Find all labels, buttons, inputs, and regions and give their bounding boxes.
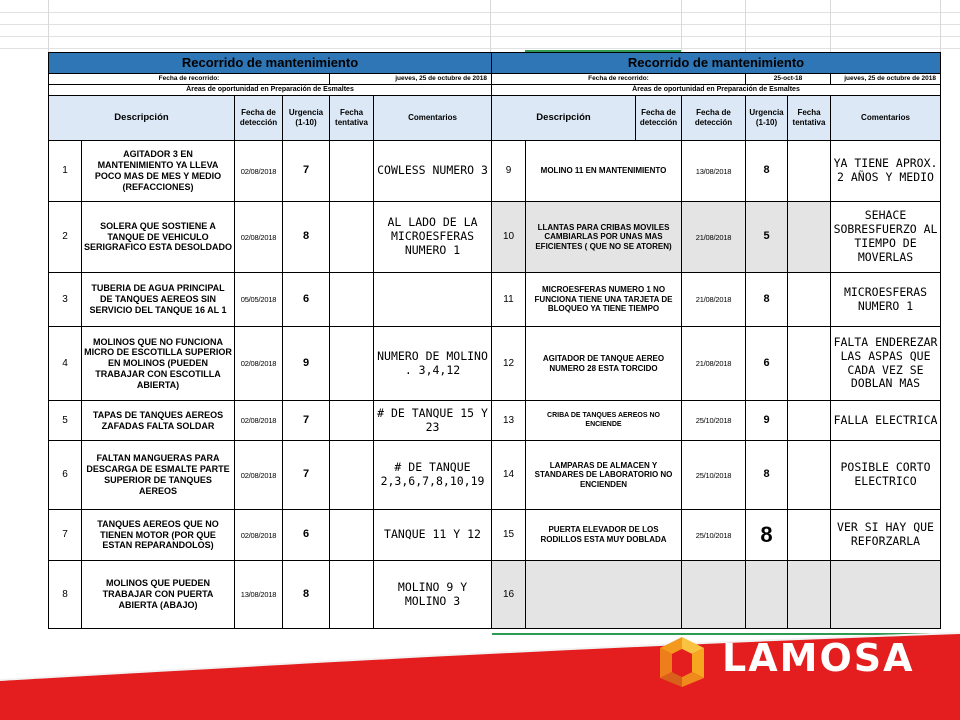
row-number: 14 bbox=[492, 441, 526, 510]
left-areas-title: Áreas de oportunidad en Preparación de Esmaltes bbox=[49, 85, 492, 96]
row-fecha: 25/10/2018 bbox=[682, 401, 746, 441]
brand-name: LAMOSA bbox=[722, 636, 915, 680]
table-row bbox=[492, 273, 941, 327]
row-urgencia: 8 bbox=[746, 441, 788, 510]
header-descripcion: Descripción bbox=[49, 96, 235, 141]
grid-line bbox=[0, 48, 960, 49]
row-number: 9 bbox=[492, 141, 526, 202]
row-description: AGITADOR 3 EN MANTENIMIENTO YA LLEVA POCO MAS DE MES Y MEDIO (REFACCIONES) bbox=[82, 141, 235, 202]
row-urgencia: 8 bbox=[283, 561, 330, 629]
right-areas-title: Áreas de oportunidad en Preparación de Esmaltes bbox=[492, 85, 941, 96]
row-description: MOLINOS QUE NO FUNCIONA MICRO DE ESCOTILLA SUPERIOR EN MOLINOS (PUEDEN TRABAJAR CON ESCOTILLA ABIERTA) bbox=[82, 327, 235, 401]
table-row bbox=[49, 273, 492, 327]
row-fecha: 13/08/2018 bbox=[235, 561, 283, 629]
table-row bbox=[492, 327, 941, 401]
row-fecha: 02/08/2018 bbox=[235, 510, 283, 561]
right-fecha-value: jueves, 25 de octubre de 2018 bbox=[831, 74, 941, 85]
row-fecha: 02/08/2018 bbox=[235, 401, 283, 441]
row-description: TUBERIA DE AGUA PRINCIPAL DE TANQUES AEREOS SIN SERVICIO DEL TANQUE 16 AL 1 bbox=[82, 273, 235, 327]
row-tentativa bbox=[330, 202, 374, 273]
row-comentario: COWLESS NUMERO 3 bbox=[374, 141, 492, 202]
right-fecha-label: Fecha de recorrido: bbox=[492, 74, 746, 85]
row-urgencia: 9 bbox=[283, 327, 330, 401]
right-maintenance-table bbox=[491, 52, 941, 629]
row-number: 12 bbox=[492, 327, 526, 401]
row-comentario: VER SI HAY QUE REFORZARLA bbox=[831, 510, 941, 561]
table-row bbox=[492, 561, 941, 629]
header-fecha-deteccion: Fecha de detección bbox=[235, 96, 283, 141]
row-urgencia: 8 bbox=[746, 141, 788, 202]
row-tentativa bbox=[330, 510, 374, 561]
row-description: MICROESFERAS NUMERO 1 NO FUNCIONA TIENE UNA TARJETA DE BLOQUEO YA TIENE TIEMPO bbox=[526, 273, 682, 327]
row-fecha: 21/08/2018 bbox=[682, 327, 746, 401]
row-description: CRIBA DE TANQUES AEREOS NO ENCIENDE bbox=[526, 401, 682, 441]
row-fecha: 02/08/2018 bbox=[235, 441, 283, 510]
row-tentativa bbox=[788, 401, 831, 441]
row-comentario: NUMERO DE MOLINO . 3,4,12 bbox=[374, 327, 492, 401]
row-fecha: 02/08/2018 bbox=[235, 141, 283, 202]
row-comentario bbox=[831, 561, 941, 629]
row-fecha: 05/05/2018 bbox=[235, 273, 283, 327]
left-table-title: Recorrido de mantenimiento bbox=[49, 53, 492, 74]
row-description: AGITADOR DE TANQUE AEREO NUMERO 28 ESTA TORCIDO bbox=[526, 327, 682, 401]
grid-line bbox=[48, 0, 49, 52]
row-tentativa bbox=[788, 141, 831, 202]
row-urgencia: 6 bbox=[746, 327, 788, 401]
row-comentario: MICROESFERAS NUMERO 1 bbox=[831, 273, 941, 327]
row-number: 15 bbox=[492, 510, 526, 561]
table-row bbox=[492, 202, 941, 273]
row-comentario: SEHACE SOBRESFUERZO AL TIEMPO DE MOVERLAS bbox=[831, 202, 941, 273]
grid-line bbox=[830, 0, 831, 52]
row-description: TANQUES AEREOS QUE NO TIENEN MOTOR (POR QUE ESTAN REPARANDOLOS) bbox=[82, 510, 235, 561]
row-comentario: FALLA ELECTRICA bbox=[831, 401, 941, 441]
row-number: 10 bbox=[492, 202, 526, 273]
row-comentario: # DE TANQUE 15 Y 23 bbox=[374, 401, 492, 441]
grid-line bbox=[0, 24, 960, 25]
row-number: 4 bbox=[49, 327, 82, 401]
left-fecha-label: Fecha de recorrido: bbox=[49, 74, 330, 85]
table-row bbox=[492, 401, 941, 441]
lamosa-logo-icon bbox=[654, 634, 710, 690]
grid-line bbox=[940, 0, 941, 52]
table-row bbox=[49, 327, 492, 401]
header-comentarios: Comentarios bbox=[374, 96, 492, 141]
row-urgencia: 6 bbox=[283, 273, 330, 327]
left-maintenance-table bbox=[48, 52, 492, 629]
row-urgencia: 7 bbox=[283, 141, 330, 202]
row-fecha: 02/08/2018 bbox=[235, 327, 283, 401]
table-row bbox=[492, 441, 941, 510]
row-description: MOLINO 11 EN MANTENIMIENTO bbox=[526, 141, 682, 202]
row-urgencia: 6 bbox=[283, 510, 330, 561]
row-description: MOLINOS QUE PUEDEN TRABAJAR CON PUERTA ABIERTA (ABAJO) bbox=[82, 561, 235, 629]
row-fecha: 25/10/2018 bbox=[682, 510, 746, 561]
right-fecha-short: 25-oct-18 bbox=[746, 74, 831, 85]
table-row bbox=[49, 510, 492, 561]
header-fecha-tentativa: Fecha tentativa bbox=[788, 96, 831, 141]
row-tentativa bbox=[788, 202, 831, 273]
row-fecha: 25/10/2018 bbox=[682, 441, 746, 510]
row-number: 7 bbox=[49, 510, 82, 561]
grid-line bbox=[681, 0, 682, 52]
row-comentario: # DE TANQUE 2,3,6,7,8,10,19 bbox=[374, 441, 492, 510]
row-fecha: 13/08/2018 bbox=[682, 141, 746, 202]
table-row bbox=[49, 141, 492, 202]
table-row bbox=[49, 561, 492, 629]
grid-line bbox=[0, 12, 960, 13]
row-number: 1 bbox=[49, 141, 82, 202]
row-tentativa bbox=[330, 141, 374, 202]
row-comentario: POSIBLE CORTO ELECTRICO bbox=[831, 441, 941, 510]
row-urgencia: 5 bbox=[746, 202, 788, 273]
row-fecha: 21/08/2018 bbox=[682, 273, 746, 327]
row-number: 16 bbox=[492, 561, 526, 629]
row-fecha: 21/08/2018 bbox=[682, 202, 746, 273]
header-fecha-deteccion: Fecha de detección bbox=[682, 96, 746, 141]
row-urgencia: 9 bbox=[746, 401, 788, 441]
row-tentativa bbox=[788, 273, 831, 327]
header-comentarios: Comentarios bbox=[831, 96, 941, 141]
row-tentativa bbox=[330, 441, 374, 510]
row-urgencia: 7 bbox=[283, 441, 330, 510]
row-number: 6 bbox=[49, 441, 82, 510]
row-urgencia: 8 bbox=[746, 510, 788, 561]
row-comentario: MOLINO 9 Y MOLINO 3 bbox=[374, 561, 492, 629]
header-descripcion: Descripción bbox=[492, 96, 636, 141]
grid-line bbox=[0, 36, 960, 37]
row-urgencia: 7 bbox=[283, 401, 330, 441]
row-tentativa bbox=[330, 273, 374, 327]
row-description: SOLERA QUE SOSTIENE A TANQUE DE VEHICULO SERIGRAFICO ESTA DESOLDADO bbox=[82, 202, 235, 273]
row-comentario: AL LADO DE LA MICROESFERAS NUMERO 1 bbox=[374, 202, 492, 273]
row-tentativa bbox=[788, 510, 831, 561]
row-tentativa bbox=[788, 441, 831, 510]
row-number: 5 bbox=[49, 401, 82, 441]
grid-line bbox=[490, 0, 491, 52]
table-row bbox=[49, 401, 492, 441]
row-comentario: FALTA ENDEREZAR LAS ASPAS QUE CADA VEZ SE DOBLAN MAS bbox=[831, 327, 941, 401]
row-tentativa bbox=[330, 401, 374, 441]
header-urgencia: Urgencia (1-10) bbox=[283, 96, 330, 141]
row-urgencia: 8 bbox=[746, 273, 788, 327]
left-fecha-value: jueves, 25 de octubre de 2018 bbox=[330, 74, 492, 85]
row-number: 11 bbox=[492, 273, 526, 327]
row-number: 13 bbox=[492, 401, 526, 441]
row-fecha bbox=[682, 561, 746, 629]
table-row bbox=[49, 202, 492, 273]
row-description bbox=[526, 561, 682, 629]
grid-line bbox=[745, 0, 746, 52]
row-tentativa bbox=[788, 561, 831, 629]
row-urgencia: 8 bbox=[283, 202, 330, 273]
row-description: LLANTAS PARA CRIBAS MOVILES CAMBIARLAS POR UNAS MAS EFICIENTES ( QUE NO SE ATOREN) bbox=[526, 202, 682, 273]
row-tentativa bbox=[330, 561, 374, 629]
row-comentario: YA TIENE APROX. 2 AÑOS Y MEDIO bbox=[831, 141, 941, 202]
row-description: LAMPARAS DE ALMACEN Y STANDARES DE LABORATORIO NO ENCIENDEN bbox=[526, 441, 682, 510]
row-comentario bbox=[374, 273, 492, 327]
row-description: TAPAS DE TANQUES AEREOS ZAFADAS FALTA SOLDAR bbox=[82, 401, 235, 441]
row-number: 8 bbox=[49, 561, 82, 629]
row-comentario: TANQUE 11 Y 12 bbox=[374, 510, 492, 561]
row-description: PUERTA ELEVADOR DE LOS RODILLOS ESTA MUY DOBLADA bbox=[526, 510, 682, 561]
row-number: 3 bbox=[49, 273, 82, 327]
row-tentativa bbox=[788, 327, 831, 401]
table-row bbox=[492, 510, 941, 561]
row-tentativa bbox=[330, 327, 374, 401]
table-row bbox=[492, 141, 941, 202]
table-row bbox=[49, 441, 492, 510]
row-fecha: 02/08/2018 bbox=[235, 202, 283, 273]
right-table-title: Recorrido de mantenimiento bbox=[492, 53, 941, 74]
header-fecha-tentativa: Fecha tentativa bbox=[330, 96, 374, 141]
row-description: FALTAN MANGUERAS PARA DESCARGA DE ESMALTE PARTE SUPERIOR DE TANQUES AEREOS bbox=[82, 441, 235, 510]
header-urgencia: Urgencia (1-10) bbox=[746, 96, 788, 141]
row-urgencia bbox=[746, 561, 788, 629]
header-fecha-deteccion: Fecha de detección bbox=[636, 96, 682, 141]
row-number: 2 bbox=[49, 202, 82, 273]
